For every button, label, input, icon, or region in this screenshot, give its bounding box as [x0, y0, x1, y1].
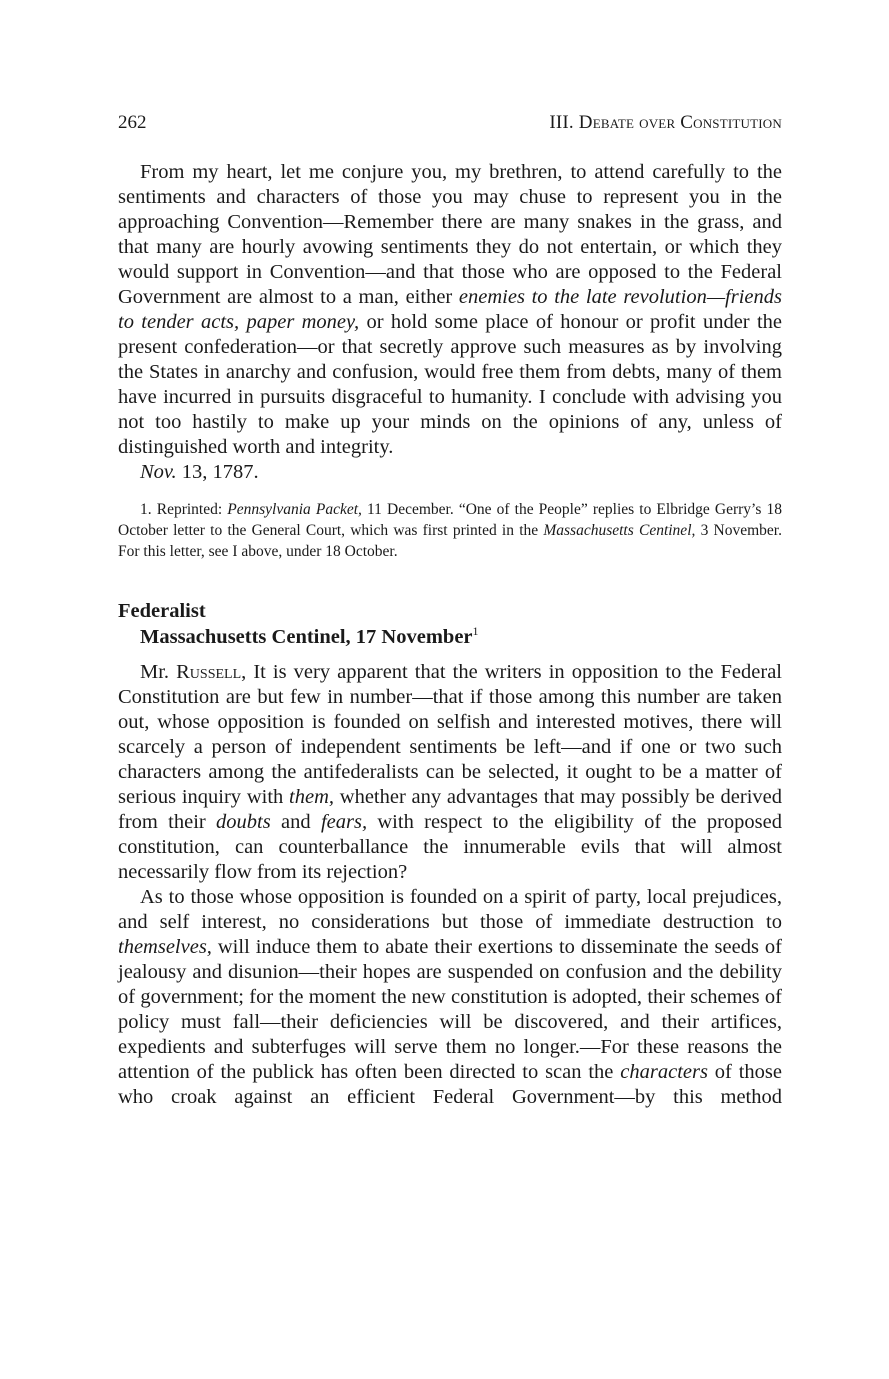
salutation: Mr. — [140, 661, 177, 683]
section-heading: Federalist — [118, 600, 206, 622]
article-body — [118, 660, 782, 1110]
italic-word: characters — [620, 1061, 708, 1083]
footnote-text: 1. Reprinted: — [140, 501, 228, 518]
article-paragraph-2 — [118, 885, 782, 1110]
paragraph-text: will induce them to abate their exertions to disseminate the seeds of jealousy and disunion—their hopes are suspended on confusion and the debility of government; for the moment the new constitution is adopted, their schemes of policy must fall—their deficiencies will be discovered, and their artifices, expedients and subterfuges will serve them no longer.—For these reasons the attention of the publick has often been directed to scan the — [118, 936, 782, 1083]
footnote-marker: 1 — [472, 624, 479, 639]
dateline-month: Nov. — [140, 461, 177, 483]
article-paragraph-1 — [118, 660, 782, 885]
continued-letter — [118, 160, 782, 485]
running-header — [118, 112, 782, 140]
letter-closing-paragraph — [118, 160, 782, 460]
footnote-italic: Pennsylvania Packet, — [227, 501, 362, 518]
page-number: 262 — [118, 112, 147, 133]
section-subheading — [118, 624, 782, 650]
paragraph-text: From my heart, let me conjure you, my brethren, to attend carefully to the sentiments and characters of those you may chuse to represent you in the approaching Convention—Remember there are many snakes in the grass, and that many are hourly avowing sentiments they do not entertain, or which they would support in Convention—and that those who are opposed to the Federal Government are almost to a man, either — [118, 161, 782, 308]
paragraph-text: of those who croak against an efficient Federal Government—by this method — [118, 1061, 782, 1108]
italic-word: doubts — [216, 811, 271, 833]
footnote-text: 3 November. For this letter, see I above, under 18 October. — [118, 522, 782, 560]
source-title: Massachusetts Centinel, 17 November — [140, 626, 473, 648]
paragraph-text: with respect to the eligibility of the proposed constitution, can counterballance the innumerable evils that will almost necessarily flow from its rejection? — [118, 811, 782, 883]
dateline — [118, 460, 782, 485]
italic-phrase: enemies to the late revolution—friends to tender acts, paper money, — [118, 286, 782, 333]
footnote-text: 11 December. “One of the People” replies to Elbridge Gerry’s 18 October letter to the General Court, which was first printed in the — [118, 501, 782, 539]
paragraph-text: and — [270, 811, 321, 833]
paragraph-text: whether any advantages that may possibly be derived from their — [118, 786, 782, 833]
paragraph-text: , It is very apparent that the writers in opposition to the Federal Constitution are but few in number—that if those among this number are taken out, whose opposition is founded on selfish and interested motives, there will scarcely a person of independent sentiments be left—and if one or two such characters among the antifederalists can be selected, it ought to be a matter of serious inquiry with — [118, 661, 782, 808]
paragraph-text: As to those whose opposition is founded on a spirit of party, local prejudices, and self interest, no considerations but those of immediate destruction to — [118, 886, 782, 933]
footnote — [118, 499, 782, 562]
document-page — [118, 112, 782, 1110]
addressee-name: Russell — [176, 661, 242, 683]
footnote-italic: Massachusetts Centinel, — [543, 522, 696, 539]
running-title: III. Debate over Constitution — [549, 112, 782, 133]
italic-word: themselves, — [118, 936, 212, 958]
italic-word: them, — [289, 786, 335, 808]
italic-word: fears, — [320, 811, 368, 833]
paragraph-text: or hold some place of honour or profit under the present confederation—or that secretly approve such measures as by involving the States in anarchy and confusion, would free them from debts, many of them have incurred in pursuits disgraceful to humanity. I conclude with advising you not too hastily to make up your minds on the opinions of any, unless of distinguished worth and integrity. — [118, 311, 782, 458]
dateline-rest: 13, 1787. — [176, 461, 259, 483]
